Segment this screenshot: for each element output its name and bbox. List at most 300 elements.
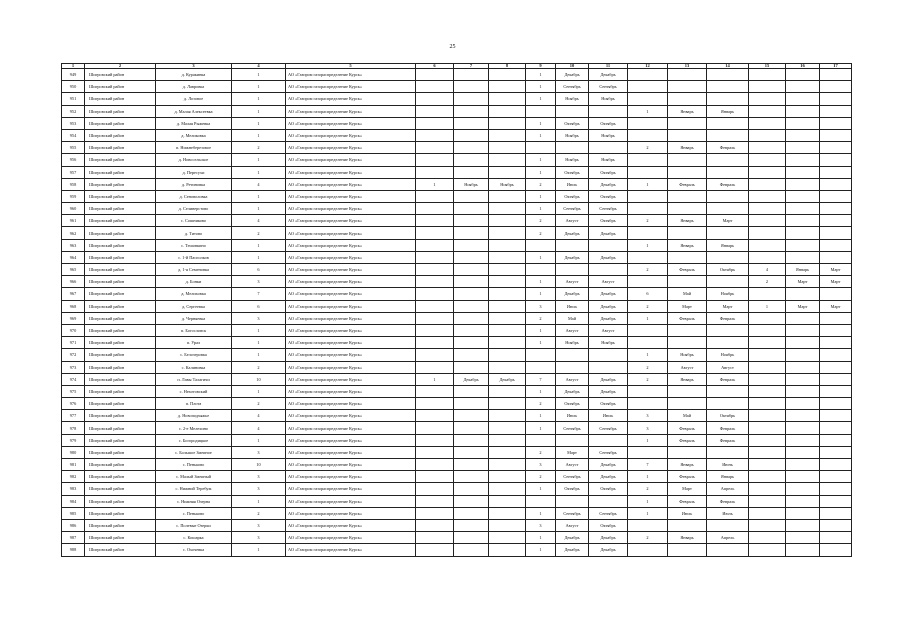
table-cell: АО «Газпром газораспределение Курск»	[286, 398, 416, 410]
table-cell: 986	[62, 519, 85, 531]
table-cell: Январь	[707, 239, 749, 251]
table-cell	[526, 495, 556, 507]
table-cell	[589, 142, 628, 154]
table-cell: 2	[526, 398, 556, 410]
table-cell	[489, 264, 526, 276]
table-cell	[454, 459, 489, 471]
table-cell	[707, 203, 749, 215]
table-cell: Декабрь	[589, 227, 628, 239]
table-cell: 1	[628, 507, 668, 519]
table-cell: 2	[526, 227, 556, 239]
table-cell: 1	[526, 81, 556, 93]
table-cell: Шигровский район	[85, 288, 156, 300]
header-cell: 4	[232, 64, 286, 69]
table-cell	[786, 324, 820, 336]
table-cell	[454, 312, 489, 324]
table-cell: 1	[526, 324, 556, 336]
table-cell: 966	[62, 276, 85, 288]
table-cell: 1	[232, 495, 286, 507]
table-cell	[820, 312, 852, 324]
table-cell	[820, 129, 852, 141]
table-cell	[628, 93, 668, 105]
table-cell: д. Сеноволовка	[156, 190, 232, 202]
table-cell: 1	[526, 288, 556, 300]
table-cell: д. Малая Алексеевка	[156, 105, 232, 117]
table-cell	[489, 361, 526, 373]
table-cell: Февраль	[668, 434, 707, 446]
table-cell	[416, 276, 454, 288]
table-cell	[416, 422, 454, 434]
table-cell: Октябрь	[589, 117, 628, 129]
table-cell: Апрель	[707, 532, 749, 544]
table-cell: Шигровский район	[85, 312, 156, 324]
table-cell: АО «Газпром газораспределение Курск»	[286, 337, 416, 349]
table-cell: 1	[749, 300, 786, 312]
table-cell	[820, 349, 852, 361]
table-cell: Сентябрь	[589, 507, 628, 519]
table-cell: 1	[526, 483, 556, 495]
table-cell: 954	[62, 129, 85, 141]
table-cell: с. Богородицкое	[156, 434, 232, 446]
table-cell: с. Пеньково	[156, 507, 232, 519]
table-cell: АО «Газпром газораспределение Курск»	[286, 434, 416, 446]
table-cell	[749, 227, 786, 239]
table-cell: Апрель	[707, 483, 749, 495]
table-cell	[820, 239, 852, 251]
table-cell: Сентябрь	[589, 81, 628, 93]
table-cell	[786, 251, 820, 263]
table-cell: Шигровский район	[85, 544, 156, 556]
table-cell: д. Лозовое	[156, 93, 232, 105]
table-cell: АО «Газпром газораспределение Курск»	[286, 507, 416, 519]
table-cell	[786, 81, 820, 93]
table-cell: Ноябрь	[707, 349, 749, 361]
table-cell	[786, 166, 820, 178]
table-cell	[786, 459, 820, 471]
table-cell: 2	[526, 178, 556, 190]
table-cell	[668, 166, 707, 178]
table-cell	[489, 166, 526, 178]
table-cell: Шигровский район	[85, 81, 156, 93]
table-cell: Шигровский район	[85, 69, 156, 81]
table-cell	[454, 410, 489, 422]
table-cell: 959	[62, 190, 85, 202]
table-cell	[749, 81, 786, 93]
table-cell: Декабрь	[589, 300, 628, 312]
table-cell	[489, 337, 526, 349]
table-cell: 1	[628, 349, 668, 361]
table-cell	[786, 385, 820, 397]
table-cell: Август	[589, 276, 628, 288]
table-cell: 1	[526, 203, 556, 215]
table-cell: Шигровский район	[85, 227, 156, 239]
header-cell: 6	[416, 64, 454, 69]
table-cell	[416, 519, 454, 531]
table-cell: 981	[62, 459, 85, 471]
table-cell	[749, 483, 786, 495]
table-cell: Ноябрь	[668, 349, 707, 361]
table-cell	[489, 495, 526, 507]
table-cell: Декабрь	[556, 251, 589, 263]
table-cell: 2	[232, 398, 286, 410]
table-cell	[454, 532, 489, 544]
table-cell: Шигровский район	[85, 93, 156, 105]
table-cell: 1	[232, 129, 286, 141]
table-cell	[416, 410, 454, 422]
table-cell	[749, 495, 786, 507]
table-cell: Январь	[786, 264, 820, 276]
table-cell: Июль	[556, 410, 589, 422]
table-cell: п. Урал	[156, 337, 232, 349]
table-cell: АО «Газпром газораспределение Курск»	[286, 93, 416, 105]
table-row	[62, 300, 852, 312]
table-cell	[416, 264, 454, 276]
table-cell	[749, 251, 786, 263]
table-cell: 1	[232, 190, 286, 202]
table-cell	[786, 532, 820, 544]
table-cell: Октябрь	[589, 519, 628, 531]
table-cell: 982	[62, 471, 85, 483]
table-cell: Ноябрь	[556, 337, 589, 349]
table-cell: Март	[820, 300, 852, 312]
table-cell	[749, 422, 786, 434]
table-cell: Ноябрь	[556, 93, 589, 105]
table-cell: Июль	[668, 507, 707, 519]
table-cell	[820, 215, 852, 227]
table-cell: Шигровский район	[85, 166, 156, 178]
table-cell: 2	[526, 446, 556, 458]
header-cell: 10	[556, 64, 589, 69]
table-cell: Сентябрь	[556, 471, 589, 483]
table-cell: 1	[526, 507, 556, 519]
table-cell: 1	[628, 312, 668, 324]
table-cell: 4	[232, 215, 286, 227]
table-cell: с. Сошниково	[156, 215, 232, 227]
table-cell: 1	[628, 434, 668, 446]
table-cell: 1	[232, 69, 286, 81]
table-cell: д. Бонки	[156, 276, 232, 288]
table-cell: Декабрь	[489, 373, 526, 385]
table-cell	[628, 337, 668, 349]
header-cell: 7	[454, 64, 489, 69]
table-cell	[749, 410, 786, 422]
table-cell: 1	[628, 178, 668, 190]
table-cell: Февраль	[707, 422, 749, 434]
table-cell	[416, 166, 454, 178]
table-cell	[416, 81, 454, 93]
table-cell	[454, 446, 489, 458]
table-cell	[820, 203, 852, 215]
table-cell: Август	[556, 215, 589, 227]
table-cell	[489, 398, 526, 410]
table-cell	[668, 227, 707, 239]
table-cell: Шигровский район	[85, 361, 156, 373]
table-cell: АО «Газпром газораспределение Курск»	[286, 288, 416, 300]
table-cell: д. Титово	[156, 227, 232, 239]
table-cell	[668, 276, 707, 288]
table-cell	[786, 544, 820, 556]
table-cell	[589, 495, 628, 507]
table-cell	[786, 203, 820, 215]
table-cell	[628, 129, 668, 141]
table-cell: д. Малая Рыжевка	[156, 117, 232, 129]
table-cell: Шигровский район	[85, 483, 156, 495]
table-cell: Декабрь	[589, 544, 628, 556]
header-cell: 1	[62, 64, 85, 69]
table-cell: Февраль	[707, 142, 749, 154]
table-cell: Июнь	[707, 459, 749, 471]
table-cell	[707, 69, 749, 81]
table-cell: АО «Газпром газораспределение Курск»	[286, 190, 416, 202]
table-cell	[489, 251, 526, 263]
table-cell: 988	[62, 544, 85, 556]
table-cell	[749, 324, 786, 336]
table-cell	[526, 434, 556, 446]
table-cell	[820, 398, 852, 410]
table-cell: Декабрь	[589, 69, 628, 81]
table-cell	[489, 227, 526, 239]
header-cell: 15	[749, 64, 786, 69]
table-cell	[749, 69, 786, 81]
table-cell	[707, 385, 749, 397]
table-cell	[454, 142, 489, 154]
table-cell	[749, 471, 786, 483]
table-cell	[416, 361, 454, 373]
table-cell: 962	[62, 227, 85, 239]
table-cell: Декабрь	[589, 288, 628, 300]
table-cell	[454, 398, 489, 410]
table-cell: 985	[62, 507, 85, 519]
table-cell: Декабрь	[556, 69, 589, 81]
table-cell: 968	[62, 300, 85, 312]
table-cell	[820, 483, 852, 495]
table-cell: Май	[668, 288, 707, 300]
table-cell	[707, 324, 749, 336]
table-cell: с. Тешовкино	[156, 239, 232, 251]
table-cell	[707, 117, 749, 129]
table-cell: АО «Газпром газораспределение Курск»	[286, 239, 416, 251]
table-cell: 1	[526, 190, 556, 202]
table-cell: Февраль	[707, 495, 749, 507]
header-cell: 11	[589, 64, 628, 69]
table-cell	[820, 422, 852, 434]
table-cell: 1	[232, 203, 286, 215]
table-cell	[556, 264, 589, 276]
table-row	[62, 373, 852, 385]
table-cell: 1	[526, 69, 556, 81]
table-cell	[749, 142, 786, 154]
table-cell: 1	[232, 105, 286, 117]
table-cell: 3	[232, 532, 286, 544]
table-cell	[454, 507, 489, 519]
table-cell	[820, 142, 852, 154]
table-cell	[628, 203, 668, 215]
header-cell: 9	[526, 64, 556, 69]
table-cell: 4	[232, 422, 286, 434]
table-cell	[628, 81, 668, 93]
table-cell: Июль	[556, 300, 589, 312]
table-cell: п. Плота	[156, 398, 232, 410]
table-cell: Август	[556, 324, 589, 336]
table-row	[62, 154, 852, 166]
table-cell	[668, 446, 707, 458]
table-cell	[489, 142, 526, 154]
header-cell: 12	[628, 64, 668, 69]
table-cell	[749, 117, 786, 129]
table-cell: Шигровский район	[85, 300, 156, 312]
table-cell: Шигровский район	[85, 142, 156, 154]
table-cell: 6	[232, 264, 286, 276]
table-cell: Шигровский район	[85, 471, 156, 483]
table-row	[62, 471, 852, 483]
table-cell: Ноябрь	[556, 154, 589, 166]
table-cell	[707, 519, 749, 531]
table-cell: Январь	[668, 105, 707, 117]
table-cell: Январь	[668, 215, 707, 227]
table-cell	[628, 190, 668, 202]
table-cell	[416, 434, 454, 446]
table-cell: Февраль	[668, 312, 707, 324]
table-cell	[526, 142, 556, 154]
table-cell	[489, 203, 526, 215]
table-cell	[749, 288, 786, 300]
table-cell	[416, 507, 454, 519]
header-cell: 5	[286, 64, 416, 69]
table-cell: Шигровский район	[85, 324, 156, 336]
table-cell: д. Лавровка	[156, 81, 232, 93]
table-cell	[489, 117, 526, 129]
table-cell	[668, 544, 707, 556]
table-cell	[489, 81, 526, 93]
table-cell: Август	[556, 519, 589, 531]
table-row	[62, 69, 852, 81]
table-cell: Шигровский район	[85, 459, 156, 471]
table-cell: Шигровский район	[85, 398, 156, 410]
table-cell	[489, 324, 526, 336]
table-cell: 1	[526, 544, 556, 556]
header-cell: 13	[668, 64, 707, 69]
table-cell	[786, 446, 820, 458]
table-cell	[556, 349, 589, 361]
table-cell	[820, 227, 852, 239]
table-cell: Шигровский район	[85, 264, 156, 276]
table-row	[62, 519, 852, 531]
table-cell	[668, 385, 707, 397]
table-cell	[454, 349, 489, 361]
table-cell: Декабрь	[556, 288, 589, 300]
table-cell: с. Кошарка	[156, 532, 232, 544]
table-cell: Март	[707, 300, 749, 312]
table-cell	[628, 519, 668, 531]
table-cell	[416, 203, 454, 215]
table-cell: 3	[628, 410, 668, 422]
table-cell: АО «Газпром газораспределение Курск»	[286, 471, 416, 483]
table-cell	[668, 190, 707, 202]
table-cell: Сентябрь	[556, 422, 589, 434]
table-cell: с. Пеньково	[156, 459, 232, 471]
table-row	[62, 459, 852, 471]
table-cell: с. Большое Змеиное	[156, 446, 232, 458]
table-cell: 1	[232, 166, 286, 178]
table-cell	[707, 129, 749, 141]
table-cell: 965	[62, 264, 85, 276]
table-cell: Сентябрь	[556, 81, 589, 93]
table-cell	[820, 495, 852, 507]
table-cell	[707, 81, 749, 93]
table-cell	[707, 251, 749, 263]
table-cell: Март	[820, 264, 852, 276]
table-cell: 976	[62, 398, 85, 410]
table-row	[62, 349, 852, 361]
table-cell	[707, 93, 749, 105]
table-cell	[786, 154, 820, 166]
table-cell: Декабрь	[589, 385, 628, 397]
table-row	[62, 251, 852, 263]
table-cell: 2	[628, 300, 668, 312]
table-cell: Октябрь	[556, 166, 589, 178]
table-cell	[454, 251, 489, 263]
table-cell	[454, 81, 489, 93]
table-cell: Шигровский район	[85, 276, 156, 288]
table-cell: АО «Газпром газораспределение Курск»	[286, 349, 416, 361]
table-cell	[628, 398, 668, 410]
table-cell: Декабрь	[556, 385, 589, 397]
table-cell: 4	[232, 178, 286, 190]
table-cell	[668, 398, 707, 410]
table-cell: Шигровский район	[85, 349, 156, 361]
table-cell: 1	[526, 532, 556, 544]
table-cell: 1	[526, 385, 556, 397]
table-cell: 957	[62, 166, 85, 178]
table-cell: Январь	[668, 373, 707, 385]
table-cell	[786, 507, 820, 519]
table-cell	[820, 459, 852, 471]
table-cell	[786, 239, 820, 251]
table-cell: с. Нехотовский	[156, 385, 232, 397]
table-cell	[820, 288, 852, 300]
table-cell: д. Ретиновка	[156, 178, 232, 190]
table-cell	[628, 385, 668, 397]
table-cell	[489, 471, 526, 483]
table-cell	[489, 349, 526, 361]
table-cell	[820, 337, 852, 349]
table-row	[62, 422, 852, 434]
table-cell	[749, 385, 786, 397]
table-cell: Февраль	[707, 373, 749, 385]
table-cell: 967	[62, 288, 85, 300]
table-cell: Ноябрь	[589, 129, 628, 141]
table-cell	[489, 312, 526, 324]
table-row	[62, 239, 852, 251]
table-cell: 7	[628, 459, 668, 471]
table-cell	[454, 288, 489, 300]
table-cell: Ноябрь	[707, 288, 749, 300]
table-cell	[668, 117, 707, 129]
table-cell: 975	[62, 385, 85, 397]
table-cell	[489, 239, 526, 251]
table-cell: д. Куракинка	[156, 69, 232, 81]
table-cell	[416, 532, 454, 544]
table-cell: 4	[749, 264, 786, 276]
table-cell	[786, 373, 820, 385]
table-cell	[454, 264, 489, 276]
table-cell: Шигровский район	[85, 495, 156, 507]
table-cell: 950	[62, 81, 85, 93]
table-cell	[489, 532, 526, 544]
table-cell: 2	[628, 373, 668, 385]
table-cell: Февраль	[707, 434, 749, 446]
table-cell	[749, 459, 786, 471]
